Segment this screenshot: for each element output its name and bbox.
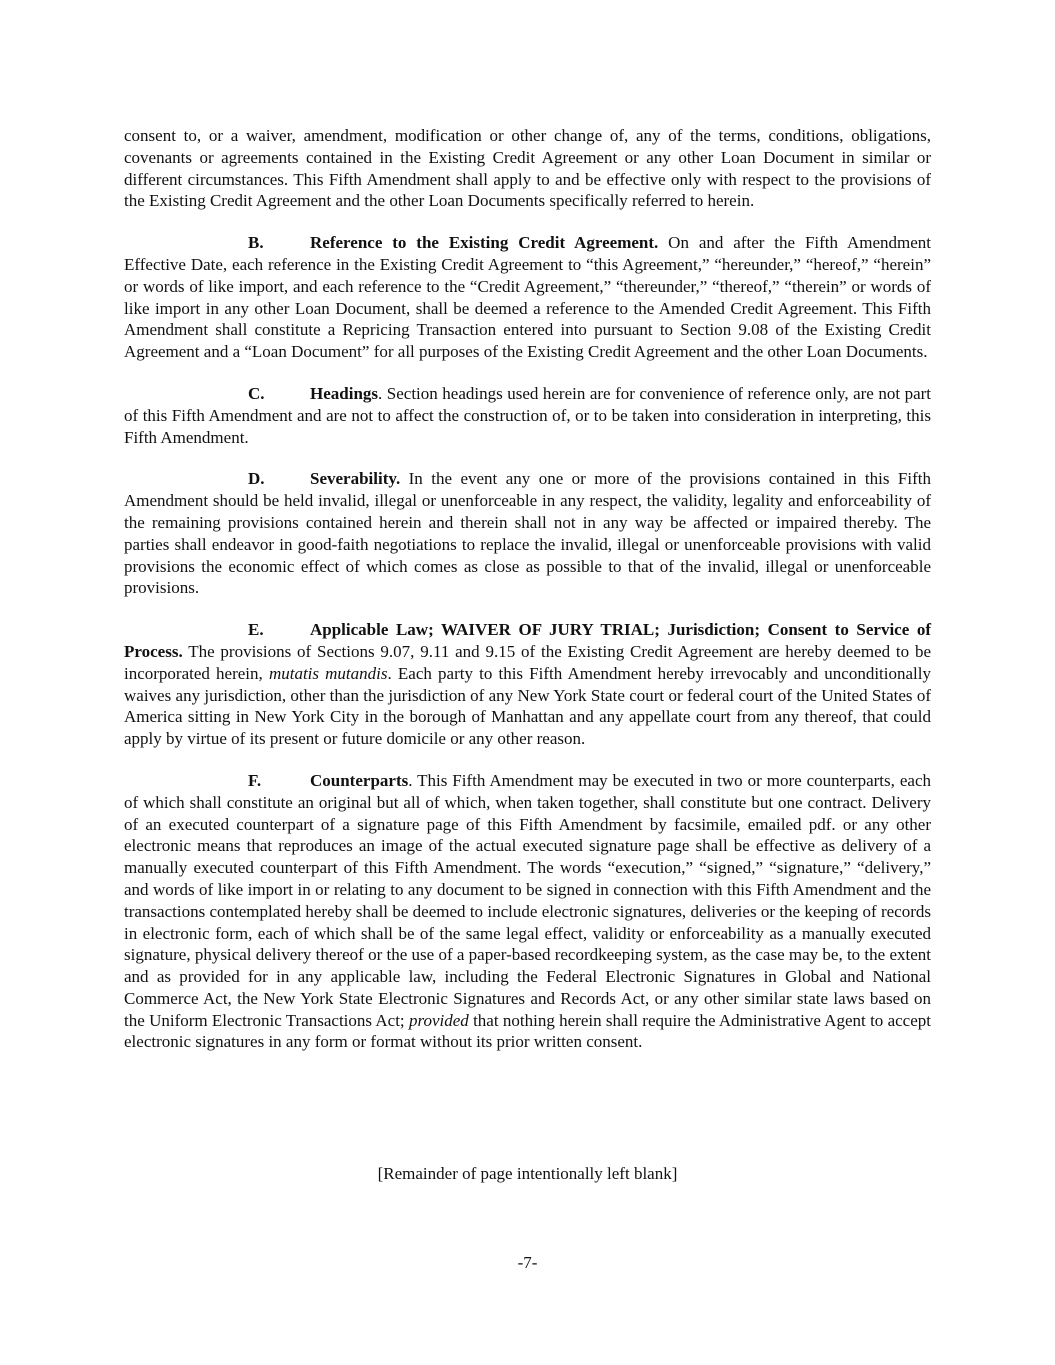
- section-d-title: Severability.: [310, 469, 401, 489]
- section-c-title: Headings: [310, 383, 379, 403]
- section-d-paragraph: [124, 468, 931, 599]
- section-d-letter: D.: [248, 469, 265, 489]
- section-b-title: Reference to the Existing Credit Agreement.: [310, 233, 659, 253]
- section-d-body: In the event any one or more of the provisions contained in this Fifth Amendment should be held invalid, illegal or unenforceable in any respect, the validity, legality and enforceability of the remaining provisions contained herein and therein shall not in any way be affected or impaired thereby. The parties shall endeavor in good-faith negotiations to replace the invalid, illegal or unenforceable provisions with valid provisions the economic effect of which comes as close as possible to that of the invalid, illegal or unenforceable provisions.: [124, 469, 931, 598]
- section-c-paragraph: [124, 383, 931, 448]
- section-c-letter: C.: [248, 383, 265, 403]
- section-f-title: Counterparts: [310, 770, 409, 790]
- section-c-body: . Section headings used herein are for convenience of reference only, are not part of this Fifth Amendment and are not to affect the construction of, or to be taken into consideration in interpreting, this Fifth Amendment.: [124, 383, 931, 447]
- section-e-italic: mutatis mutandis: [268, 663, 388, 683]
- section-b-body: On and after the Fifth Amendment Effective Date, each reference in the Existing Credit Agreement to “this Agreement,” “hereunder,” “hereof,” “herein” or words of like import, and each reference to the “Credit Agreement,” “thereunder,” “thereof,” “therein” or words of like import in any other Loan Document, shall be deemed a reference to the Amended Credit Agreement. This Fifth Amendment shall constitute a Repricing Transaction entered into pursuant to Section 9.08 of the Existing Credit Agreement and a “Loan Document” for all purposes of the Existing Credit Agreement and the other Loan Documents.: [124, 233, 931, 362]
- section-e-body-2: . Each party to this Fifth Amendment hereby irrevocably and unconditionally waives any jurisdiction, other than the jurisdiction of any New York State court or federal court of the United States of America sitting in New York City in the borough of Manhattan and any appellate court from any thereof, that could apply by virtue of its present or future domicile or any other reason.: [124, 663, 932, 749]
- section-b-letter: B.: [248, 233, 264, 253]
- section-e-paragraph: [124, 619, 931, 750]
- section-f-body-2: that nothing herein shall require the Administrative Agent to accept electronic signatures in any form or format without its prior written consent.: [124, 1010, 931, 1052]
- section-e-letter: E.: [248, 620, 264, 640]
- page-number: -7-: [517, 1253, 538, 1272]
- section-f-letter: F.: [248, 770, 262, 790]
- section-b-paragraph: [124, 232, 931, 363]
- remainder-note: [Remainder of page intentionally left blank]: [377, 1164, 678, 1183]
- section-f-italic: provided: [408, 1010, 469, 1030]
- section-f-body-1: . This Fifth Amendment may be executed in two or more counterparts, each of which shall constitute an original but all of which, when taken together, shall constitute but one contract. Delivery of an executed counterpart of a signature page of this Fifth Amendment by facsimile, emailed pdf. or any other electronic means that reproduces an image of the actual executed signature page shall be effective as delivery of a manually executed counterpart of this Fifth Amendment. The words “execution,” “signed,” “signature,” “delivery,” and words of like import in or relating to any document to be signed in connection with this Fifth Amendment and the transactions contemplated hereby shall be deemed to include electronic signatures, deliveries or the keeping of records in electronic form, each of which shall be of the same legal effect, validity or enforceability as a manually executed signature, physical delivery thereof or the use of a paper-based recordkeeping system, as the case may be, to the extent and as provided for in any applicable law, including the Federal Electronic Signatures in Global and National Commerce Act, the New York State Electronic Signatures and Records Act, or any other similar state laws based on the Uniform Electronic Transactions Act;: [124, 770, 931, 1030]
- continuation-paragraph: consent to, or a waiver, amendment, modification or other change of, any of the terms, conditions, obligations, covenants or agreements contained in the Existing Credit Agreement or any other Loan Document in similar or different circumstances. This Fifth Amendment shall apply to and be effective only with respect to the provisions of the Existing Credit Agreement and the other Loan Documents specifically referred to herein.: [124, 126, 931, 211]
- section-e-body-1: The provisions of Sections 9.07, 9.11 and 9.15 of the Existing Credit Agreement are hereby deemed to be incorporated herein,: [124, 641, 931, 683]
- document-body: [124, 125, 931, 1073]
- section-f-paragraph: [124, 770, 931, 1053]
- section-e-title: Applicable Law; WAIVER OF JURY TRIAL; Jurisdiction; Consent to Service of Process.: [124, 620, 931, 661]
